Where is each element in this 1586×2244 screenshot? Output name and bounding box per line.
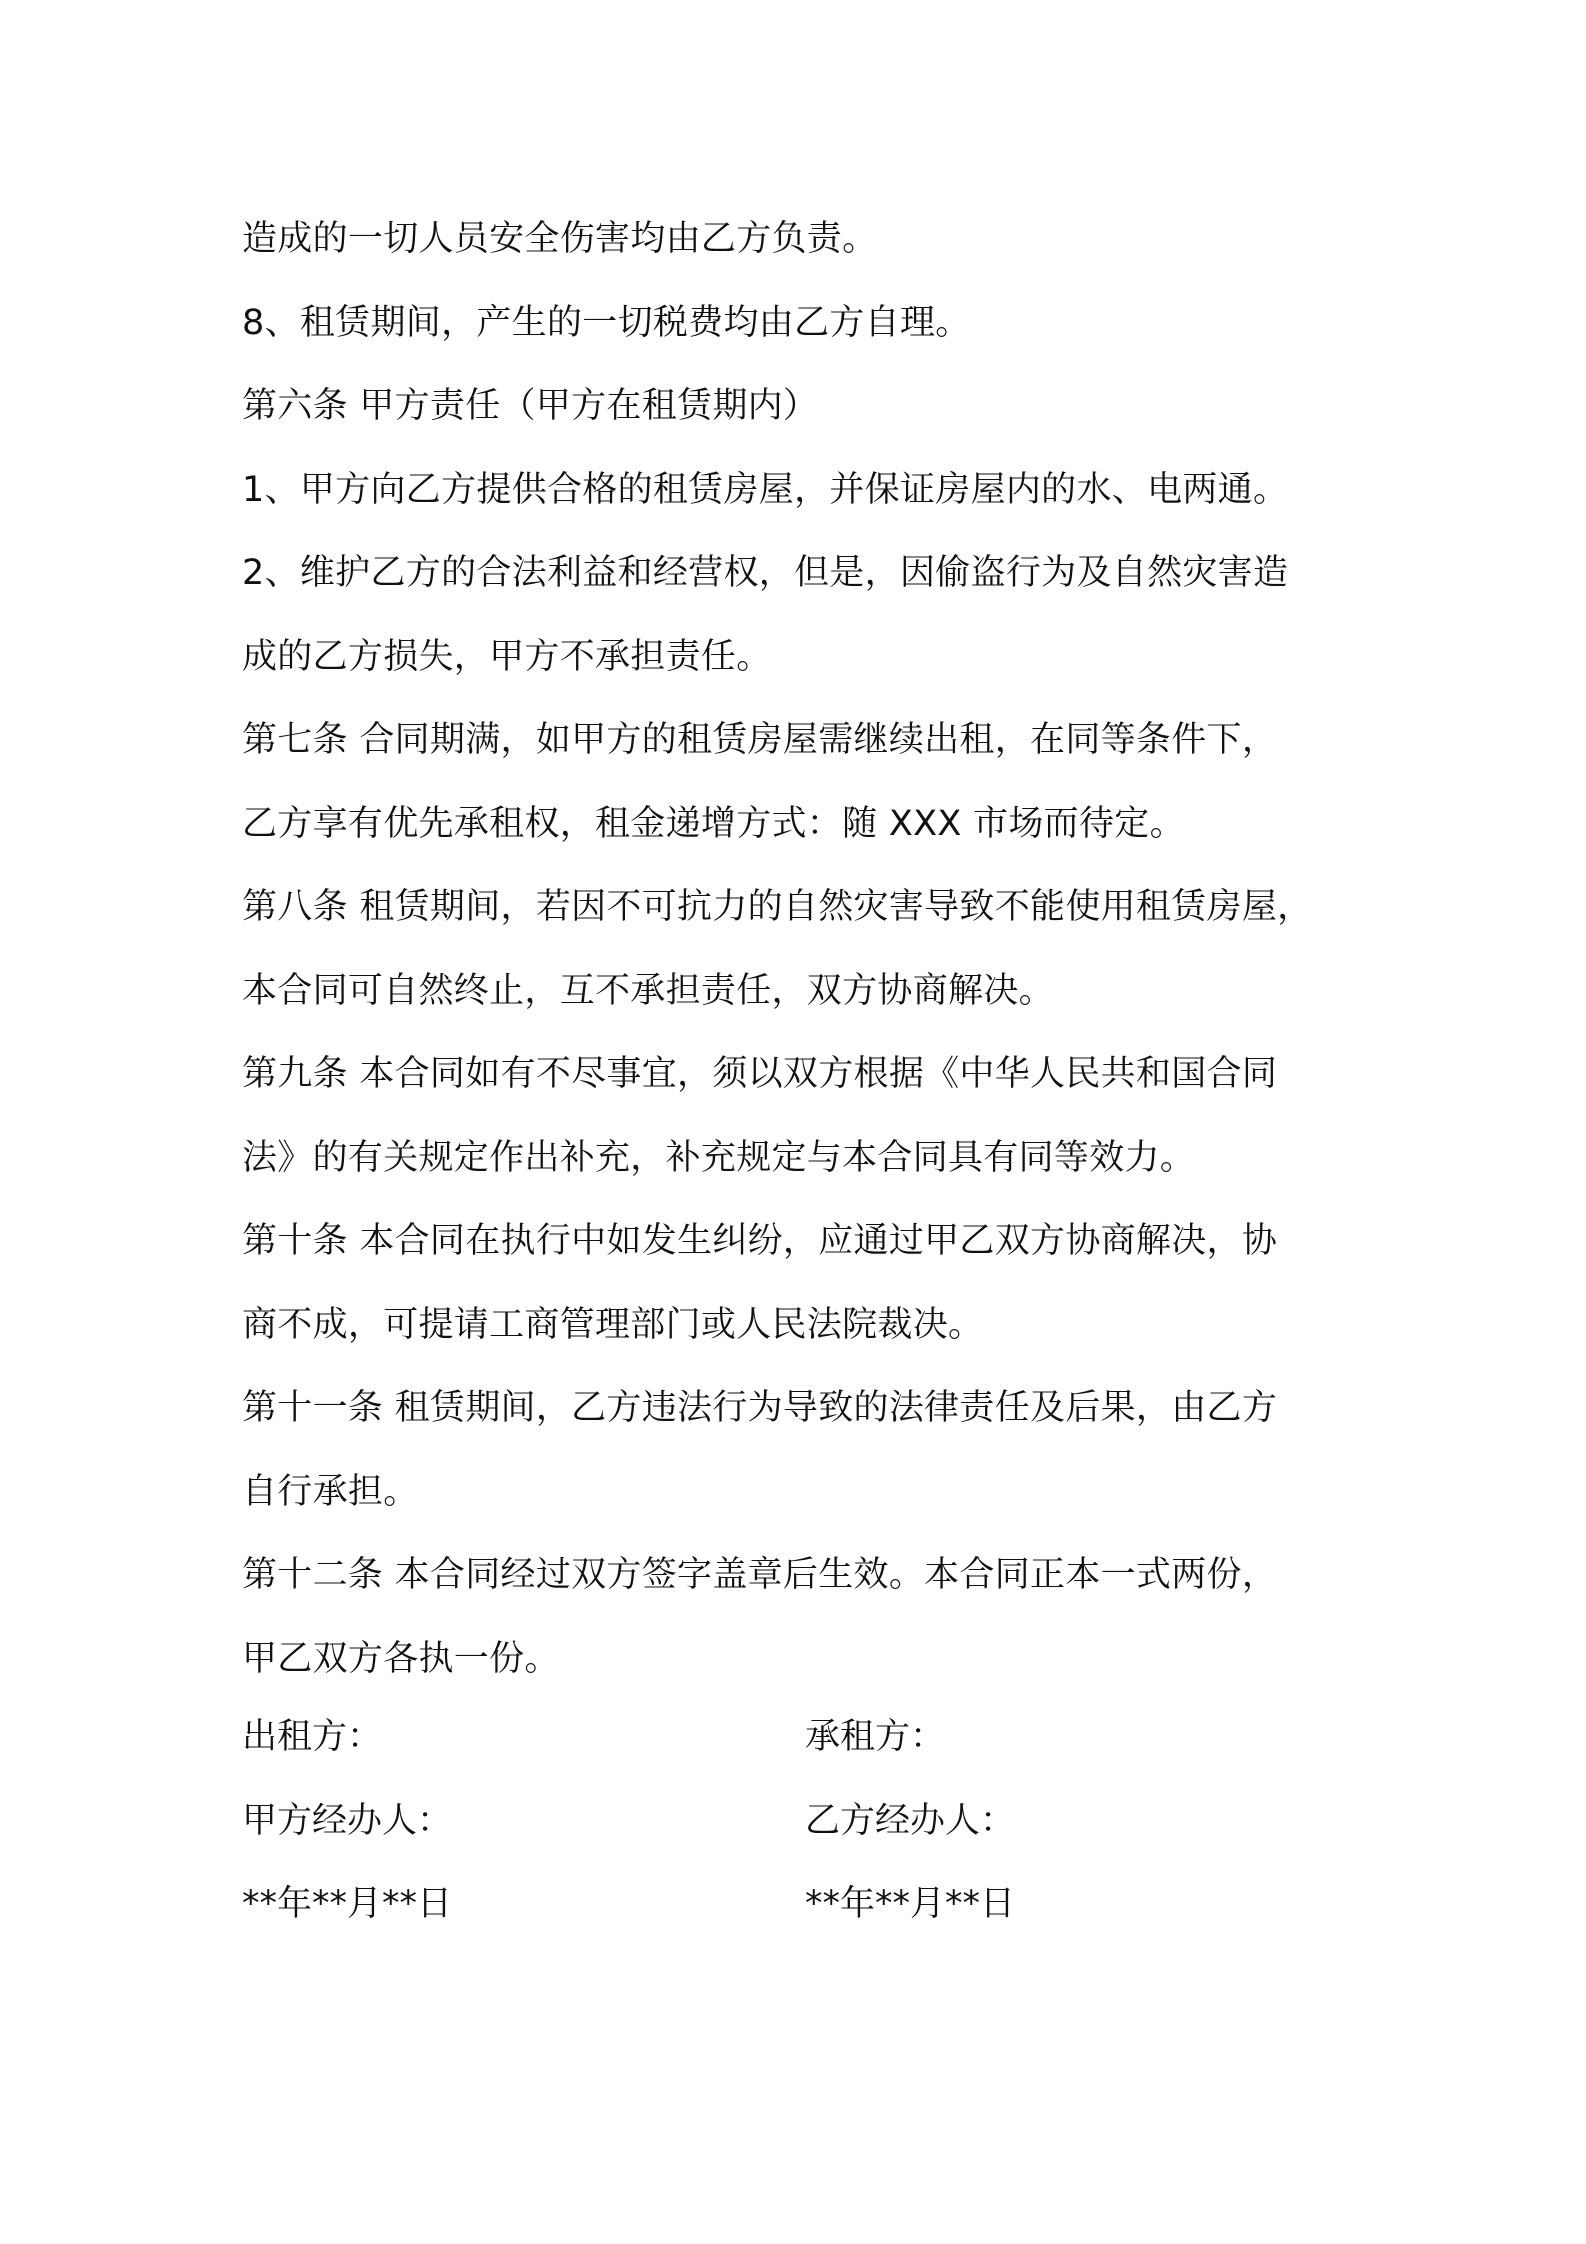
article-line: 第八条 租赁期间，若因不可抗力的自然灾害导致不能使用租赁房屋， xyxy=(242,887,1313,927)
article-heading: 第六条 甲方责任（甲方在租赁期内） xyxy=(242,386,819,426)
party-b-date: **年**月**日 xyxy=(805,1884,1016,1924)
contract-body xyxy=(242,198,1362,1701)
party-a-agent-label: 甲方经办人： xyxy=(242,1800,453,1841)
text-line: 造成的一切人员安全伤害均由乙方负责。 xyxy=(242,219,878,259)
party-a-date: **年**月**日 xyxy=(242,1884,453,1924)
text-line: 法》的有关规定作出补充，补充规定与本合同具有同等效力。 xyxy=(242,1137,1196,1178)
signature-block xyxy=(242,1696,1362,1947)
article-line: 第九条 本合同如有不尽事宜，须以双方根据《中华人民共和国合同 xyxy=(242,1054,1278,1094)
article-line: 第十二条 本合同经过双方签字盖章后生效。本合同正本一式两份， xyxy=(242,1555,1278,1595)
text-line: 甲乙双方各执一份。 xyxy=(242,1638,560,1679)
text-line: 1、甲方向乙方提供合格的租赁房屋，并保证房屋内的水、电两通。 xyxy=(242,469,1289,510)
lessee-label: 承租方： xyxy=(805,1717,946,1757)
article-line: 第七条 合同期满，如甲方的租赁房屋需继续出租，在同等条件下， xyxy=(242,720,1278,760)
text-line: 商不成，可提请工商管理部门或人民法院裁决。 xyxy=(242,1304,984,1345)
article-line: 第十一条 租赁期间，乙方违法行为导致的法律责任及后果，由乙方 xyxy=(242,1388,1278,1428)
signature-row-agents xyxy=(242,1780,1362,1864)
text-line: 8、租赁期间，产生的一切税费均由乙方自理。 xyxy=(242,302,971,343)
text-line: 2、维护乙方的合法利益和经营权，但是，因偷盗行为及自然灾害造 xyxy=(242,553,1289,593)
text-line: 成的乙方损失，甲方不承担责任。 xyxy=(242,636,772,677)
text-line: 乙方享有优先承租权，租金递增方式：随 XXX 市场而待定。 xyxy=(242,803,1185,844)
text-line: 自行承担。 xyxy=(242,1471,419,1512)
signature-row-dates xyxy=(242,1863,1362,1947)
party-b-agent-label: 乙方经办人： xyxy=(805,1800,1016,1841)
signature-row-parties xyxy=(242,1696,1362,1780)
lessor-label: 出租方： xyxy=(242,1717,383,1757)
text-line: 本合同可自然终止，互不承担责任，双方协商解决。 xyxy=(242,970,1054,1011)
article-line: 第十条 本合同在执行中如发生纠纷，应通过甲乙双方协商解决，协 xyxy=(242,1221,1278,1261)
